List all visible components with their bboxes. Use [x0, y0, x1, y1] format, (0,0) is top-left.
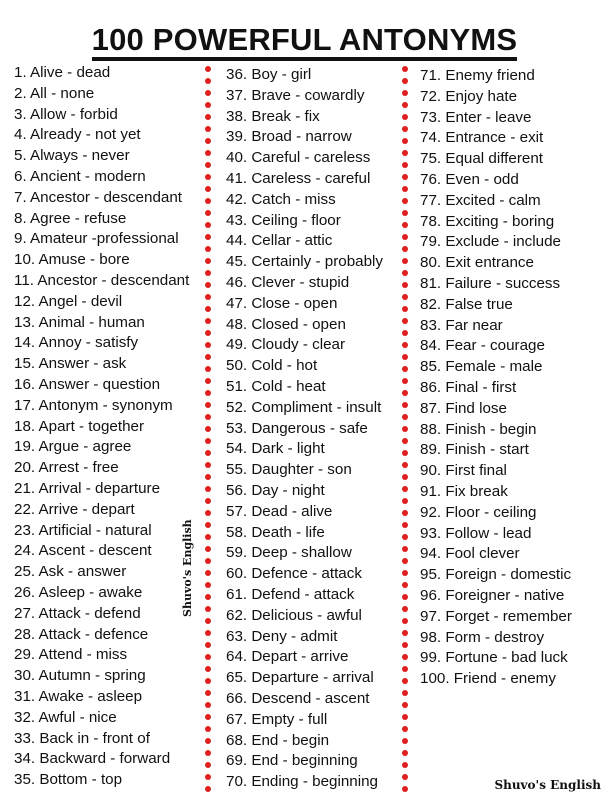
divider-dot	[205, 342, 211, 348]
divider-dot	[205, 702, 211, 708]
divider-dot	[402, 78, 408, 84]
list-item: 77. Excited - calm	[420, 191, 541, 209]
divider-dot	[205, 618, 211, 624]
list-item: 73. Enter - leave	[420, 108, 532, 126]
list-item: 63. Deny - admit	[226, 627, 338, 645]
divider-dot	[402, 390, 408, 396]
list-item: 45. Certainly - probably	[226, 253, 384, 271]
divider-dot	[205, 750, 211, 756]
divider-dot	[402, 342, 408, 348]
list-item: 61. Defend - attack	[226, 585, 355, 603]
divider-dot	[205, 654, 211, 660]
list-item: 50. Cold - hot	[226, 357, 318, 375]
divider-dot	[402, 102, 408, 108]
page-title: 100 POWERFUL ANTONYMS	[0, 22, 609, 58]
divider-dot	[402, 462, 408, 468]
list-item: 94. Fool clever	[420, 545, 520, 563]
list-item: 59. Deep - shallow	[226, 544, 352, 562]
list-item: 47. Close - open	[226, 294, 338, 312]
divider-dot	[402, 606, 408, 612]
dotted-divider-right	[402, 66, 412, 798]
list-item: 16. Answer - question	[14, 375, 161, 393]
list-item: 15. Answer - ask	[14, 355, 127, 373]
divider-dot	[402, 750, 408, 756]
list-item: 17. Antonym - synonym	[14, 396, 173, 414]
list-item: 83. Far near	[420, 316, 503, 334]
list-item: 25. Ask - answer	[14, 563, 127, 581]
divider-dot	[205, 498, 211, 504]
list-item: 4. Already - not yet	[14, 126, 141, 144]
divider-dot	[402, 234, 408, 240]
divider-dot	[402, 702, 408, 708]
list-item: 70. Ending - beginning	[226, 773, 378, 791]
divider-dot	[205, 366, 211, 372]
list-item: 37. Brave - cowardly	[226, 86, 365, 104]
list-item: 24. Ascent - descent	[14, 542, 152, 560]
list-item: 95. Foreign - domestic	[420, 566, 572, 584]
divider-dot	[402, 294, 408, 300]
antonym-list-column-3	[420, 66, 572, 690]
list-item: 38. Break - fix	[226, 107, 320, 125]
list-item: 34. Backward - forward	[14, 750, 171, 768]
list-item: 97. Forget - remember	[420, 607, 572, 625]
divider-dot	[402, 258, 408, 264]
list-item: 66. Descend - ascent	[226, 689, 370, 707]
divider-dot	[205, 354, 211, 360]
divider-dot	[205, 570, 211, 576]
list-item: 51. Cold - heat	[226, 377, 326, 395]
list-item: 36. Boy - girl	[226, 66, 312, 83]
list-item: 85. Female - male	[420, 358, 543, 376]
list-item: 57. Dead - alive	[226, 502, 333, 520]
list-item: 90. First final	[420, 462, 507, 480]
divider-dot	[205, 150, 211, 156]
list-item: 21. Arrival - departure	[14, 479, 161, 497]
list-item: 20. Arrest - free	[14, 459, 119, 477]
list-item: 1. Alive - dead	[14, 64, 111, 81]
list-item: 87. Find lose	[420, 399, 507, 417]
divider-dot	[402, 210, 408, 216]
list-item: 27. Attack - defend	[14, 604, 141, 622]
divider-dot	[402, 450, 408, 456]
list-item: 5. Always - never	[14, 147, 130, 165]
divider-dot	[402, 534, 408, 540]
divider-dot	[402, 690, 408, 696]
divider-dot	[402, 330, 408, 336]
divider-dot	[205, 318, 211, 324]
divider-dot	[402, 66, 408, 72]
list-item: 22. Arrive - depart	[14, 500, 135, 518]
divider-dot	[205, 474, 211, 480]
list-item: 41. Careless - careful	[226, 169, 371, 187]
list-item: 64. Depart - arrive	[226, 648, 349, 666]
divider-dot	[402, 186, 408, 192]
list-item: 44. Cellar - attic	[226, 232, 333, 250]
divider-dot	[205, 462, 211, 468]
antonym-list-column-1	[14, 63, 189, 791]
list-item: 54. Dark - light	[226, 440, 325, 458]
divider-dot	[205, 186, 211, 192]
list-item: 10. Amuse - bore	[14, 251, 130, 269]
divider-dot	[205, 306, 211, 312]
antonym-list-column-2	[226, 65, 383, 793]
list-item: 49. Cloudy - clear	[226, 336, 346, 354]
list-item: 19. Argue - agree	[14, 438, 132, 456]
divider-dot	[205, 786, 211, 792]
divider-dot	[402, 570, 408, 576]
divider-dot	[205, 522, 211, 528]
divider-dot	[205, 486, 211, 492]
divider-dot	[402, 222, 408, 228]
list-item: 46. Clever - stupid	[226, 273, 350, 291]
list-item: 23. Artificial - natural	[14, 521, 152, 539]
list-item: 92. Floor - ceiling	[420, 503, 537, 521]
list-item: 88. Finish - begin	[420, 420, 537, 438]
divider-dot	[402, 618, 408, 624]
list-item: 33. Back in - front of	[14, 729, 150, 747]
divider-dot	[402, 654, 408, 660]
divider-dot	[205, 630, 211, 636]
list-item: 9. Amateur -professional	[14, 230, 179, 248]
divider-dot	[402, 594, 408, 600]
list-item: 74. Entrance - exit	[420, 129, 544, 147]
divider-dot	[205, 162, 211, 168]
divider-dot	[402, 786, 408, 792]
divider-dot	[205, 678, 211, 684]
list-item: 11. Ancestor - descendant	[14, 271, 190, 289]
list-item: 89. Finish - start	[420, 441, 529, 459]
divider-dot	[205, 402, 211, 408]
list-item: 93. Follow - lead	[420, 524, 532, 542]
divider-dot	[205, 726, 211, 732]
list-item: 99. Fortune - bad luck	[420, 649, 568, 667]
list-item: 42. Catch - miss	[226, 190, 336, 208]
list-item: 53. Dangerous - safe	[226, 419, 368, 437]
list-item: 26. Asleep - awake	[14, 583, 143, 601]
divider-dot	[205, 438, 211, 444]
divider-dot	[402, 282, 408, 288]
divider-dot	[402, 666, 408, 672]
divider-dot	[402, 90, 408, 96]
divider-dot	[402, 522, 408, 528]
divider-dot	[205, 762, 211, 768]
divider-dot	[205, 114, 211, 120]
divider-dot	[402, 174, 408, 180]
divider-dot	[402, 366, 408, 372]
divider-dot	[402, 642, 408, 648]
divider-dot	[205, 714, 211, 720]
dotted-divider-left	[205, 66, 215, 798]
divider-dot	[402, 510, 408, 516]
divider-dot	[402, 138, 408, 144]
list-item: 67. Empty - full	[226, 710, 328, 728]
list-item: 52. Compliment - insult	[226, 398, 382, 416]
divider-dot	[205, 774, 211, 780]
divider-dot	[205, 510, 211, 516]
divider-dot	[402, 762, 408, 768]
list-item: 71. Enemy friend	[420, 67, 535, 84]
list-item: 62. Delicious - awful	[226, 606, 362, 624]
list-item: 35. Bottom - top	[14, 771, 123, 789]
divider-dot	[205, 546, 211, 552]
list-item: 12. Angel - devil	[14, 292, 123, 310]
divider-dot	[205, 642, 211, 648]
list-item: 75. Equal different	[420, 150, 543, 168]
divider-dot	[205, 246, 211, 252]
list-item: 78. Exciting - boring	[420, 212, 555, 230]
list-item: 43. Ceiling - floor	[226, 211, 341, 229]
divider-dot	[402, 126, 408, 132]
list-item: 31. Awake - asleep	[14, 687, 143, 705]
divider-dot	[402, 738, 408, 744]
divider-dot	[205, 606, 211, 612]
divider-dot	[205, 666, 211, 672]
list-item: 29. Attend - miss	[14, 646, 128, 664]
divider-dot	[205, 66, 211, 72]
divider-dot	[205, 198, 211, 204]
divider-dot	[205, 378, 211, 384]
list-item: 76. Even - odd	[420, 170, 519, 188]
list-item: 39. Broad - narrow	[226, 128, 352, 146]
divider-dot	[402, 198, 408, 204]
divider-dot	[205, 414, 211, 420]
divider-dot	[205, 174, 211, 180]
divider-dot	[205, 690, 211, 696]
divider-dot	[402, 726, 408, 732]
divider-dot	[402, 678, 408, 684]
divider-dot	[402, 270, 408, 276]
list-item: 30. Autumn - spring	[14, 667, 146, 685]
list-item: 2. All - none	[14, 84, 95, 102]
list-item: 72. Enjoy hate	[420, 87, 518, 105]
divider-dot	[205, 450, 211, 456]
list-item: 82. False true	[420, 295, 513, 313]
divider-dot	[402, 306, 408, 312]
divider-dot	[205, 594, 211, 600]
list-item: 98. Form - destroy	[420, 628, 545, 646]
divider-dot	[205, 582, 211, 588]
list-item: 13. Animal - human	[14, 313, 145, 331]
list-item: 65. Departure - arrival	[226, 669, 374, 687]
divider-dot	[205, 282, 211, 288]
divider-dot	[205, 534, 211, 540]
divider-dot	[402, 246, 408, 252]
divider-dot	[402, 114, 408, 120]
list-item: 68. End - begin	[226, 731, 330, 749]
divider-dot	[402, 774, 408, 780]
list-item: 40. Careful - careless	[226, 149, 371, 167]
list-item: 7. Ancestor - descendant	[14, 188, 183, 206]
list-item: 28. Attack - defence	[14, 625, 149, 643]
list-item: 81. Failure - success	[420, 274, 561, 292]
divider-dot	[402, 714, 408, 720]
divider-dot	[205, 90, 211, 96]
list-item: 60. Defence - attack	[226, 565, 362, 583]
divider-dot	[402, 582, 408, 588]
list-item: 84. Fear - courage	[420, 337, 545, 355]
divider-dot	[402, 498, 408, 504]
list-item: 55. Daughter - son	[226, 461, 352, 479]
divider-dot	[205, 558, 211, 564]
list-item: 3. Allow - forbid	[14, 105, 118, 123]
list-item: 6. Ancient - modern	[14, 167, 146, 185]
corner-watermark: Shuvo's English	[494, 778, 601, 792]
list-item: 91. Fix break	[420, 482, 508, 500]
list-item: 80. Exit entrance	[420, 254, 534, 272]
divider-dot	[205, 138, 211, 144]
divider-dot	[402, 318, 408, 324]
divider-dot	[402, 558, 408, 564]
divider-dot	[205, 738, 211, 744]
divider-dot	[402, 426, 408, 432]
divider-dot	[205, 270, 211, 276]
list-item: 32. Awful - nice	[14, 708, 117, 726]
list-item: 56. Day - night	[226, 481, 325, 499]
list-item: 69. End - beginning	[226, 752, 358, 770]
divider-dot	[402, 414, 408, 420]
divider-dot	[402, 354, 408, 360]
list-item: 96. Foreigner - native	[420, 586, 565, 604]
list-item: 48. Closed - open	[226, 315, 346, 333]
divider-dot	[205, 78, 211, 84]
divider-dot	[402, 630, 408, 636]
divider-dot	[205, 426, 211, 432]
divider-dot	[205, 126, 211, 132]
divider-dot	[402, 162, 408, 168]
divider-dot	[205, 210, 211, 216]
divider-dot	[402, 402, 408, 408]
divider-dot	[402, 474, 408, 480]
divider-dot	[205, 234, 211, 240]
divider-dot	[402, 546, 408, 552]
divider-dot	[205, 294, 211, 300]
divider-dot	[402, 438, 408, 444]
list-item: 100. Friend - enemy	[420, 670, 556, 688]
divider-dot	[205, 390, 211, 396]
list-item: 18. Apart - together	[14, 417, 145, 435]
divider-dot	[205, 330, 211, 336]
list-item: 8. Agree - refuse	[14, 209, 127, 227]
divider-dot	[205, 258, 211, 264]
side-watermark: Shuvo's English	[181, 519, 194, 617]
divider-dot	[402, 486, 408, 492]
divider-dot	[402, 150, 408, 156]
divider-dot	[205, 102, 211, 108]
list-item: 79. Exclude - include	[420, 233, 561, 251]
divider-dot	[205, 222, 211, 228]
list-item: 58. Death - life	[226, 523, 325, 541]
list-item: 14. Annoy - satisfy	[14, 334, 139, 352]
divider-dot	[402, 378, 408, 384]
list-item: 86. Final - first	[420, 378, 517, 396]
